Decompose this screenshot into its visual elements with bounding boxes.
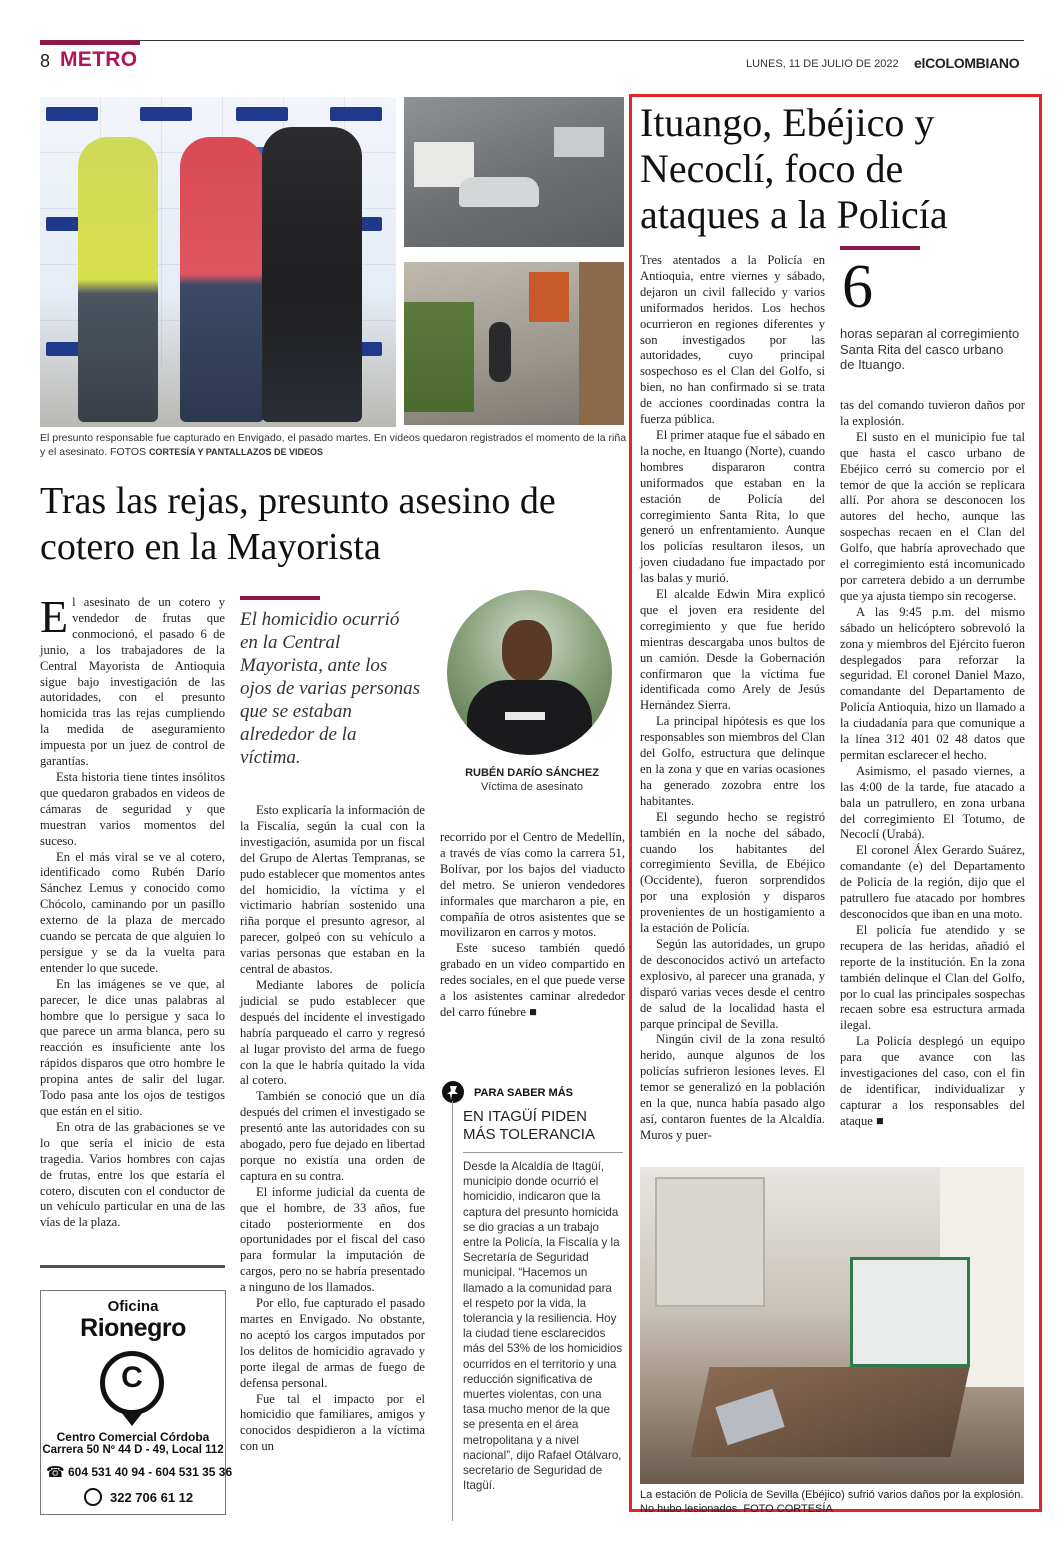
paragraph: Según las autoridades, un grupo de desconocidos activó un artefacto explosivo, al parecer una granada, y disparó varias veces desde el centro de salud de la localidad hasta el parque principal de Sevilla. — [640, 936, 825, 1031]
headline-ataques-policia: Ituango, Ebéjico y Necoclí, foco de ataques a la Policía — [640, 100, 948, 237]
headline-mayorista: Tras las rejas, presunto asesino de cotero en la Mayorista — [40, 480, 556, 568]
section-name: METRO — [60, 48, 138, 71]
page-number: 8 — [40, 51, 51, 71]
ad-logo-letter: C — [121, 1361, 143, 1394]
stat-text: horas separan al corregimiento Santa Rita del casco urbano de Ituango. — [840, 326, 1020, 372]
paragraph: Este suceso también quedó grabado en un video compartido en redes sociales, en el que puede verse a los asistentes caminar alrededor del carro fúnebre ■ — [440, 941, 625, 1019]
dropcap: E — [40, 591, 69, 642]
whatsapp-icon — [84, 1488, 102, 1506]
ad-whatsapp: 322 706 61 12 — [110, 1490, 194, 1505]
station-photo-caption: La estación de Policía de Sevilla (Ebéjico) sufrió varios daños por la explosión. No hubo lesionados. FOTO CORTESÍA — [640, 1489, 1024, 1515]
paragraph: Esta historia tiene tintes insólitos que quedaron grabados en videos de cámaras de seguridad y que muestran varios momentos del suceso. — [40, 769, 225, 848]
paragraph: Esto explicaría la información de la Fiscalía, según la cual con la investigación, asumida por un fiscal del Grupo de Alertas Tempranas, se pudo establecer que momentos antes del homicidio, la víctima y el victimario habrían sostenido una riña porque el presunto agresor, al parecer, golpeó con su vehículo a varias personas que estaban en la central de abastos. — [240, 803, 425, 977]
paragraph: El alcalde Edwin Mira explicó que el joven era residente del corregimiento y que fue herido mientras descargaba unos bultos de un camión. Desde la Gobernación confirmaron que la víctima fue identificada como Arely de Jesús Hernández Sierra. — [640, 587, 825, 713]
article2-column-2 — [840, 398, 1025, 1130]
paragraph: El policía fue atendido y se recupera de las heridas, añadió el reporte de la institución. En la zona también delinque el Clan del Golfo, por lo cual las principales sospechas recaen sobre esa estructura armada ilegal. — [840, 922, 1025, 1033]
photo-caption — [40, 431, 630, 459]
paragraph: l asesinato de un cotero y vendedor de frutas que conmocionó, el pasado 6 de junio, a los trabajadores de la Central Mayorista de Antioquia sigue bajo investigación de las autoridades, con el presunto homicida tras las rejas cumpliendo la medida de aseguramiento impuesta por un juez de control de garantías. — [40, 595, 225, 769]
saber-mas-title: EN ITAGÜÍ PIDEN MÁS TOLERANCIA — [463, 1108, 595, 1143]
section-accent-bar — [40, 40, 140, 45]
header-rule — [40, 40, 1024, 41]
paragraph: Asimismo, el pasado viernes, a las 4:00 de la tarde, fue atacado a bala un patrullero, en zona urbana del corregimiento El Totumo, de Necoclí (Urabá). — [840, 763, 1025, 842]
caption-credit: CORTESÍA Y PANTALLAZOS DE VIDEOS — [148, 447, 323, 457]
paragraph: El segundo hecho se registró también en la noche del sábado, cuando los habitantes del corregimiento Sevilla, de Ebéjico (Occidente), fueron sorprendidos por una explosión y disparos provenientes de un hostigamiento a la estación de Policía. — [640, 809, 825, 936]
paragraph: El primer ataque fue el sábado en la noche, en Ituango (Norte), cuando hombres dispararon contra uniformados que estaban en la estación de Policía del corregimiento Santa Rita, lo que generó un enfrentamiento. Aunque los policías resultaron ilesos, un joven ciudadano fue impactado por las balas y murió. — [640, 427, 825, 586]
ad-city: Rionegro — [80, 1314, 186, 1342]
ad-title: Oficina — [107, 1298, 159, 1315]
saber-mas-label: PARA SABER MÁS — [474, 1087, 574, 1099]
paragraph: Mediante labores de policía judicial se pudo establecer que después del incidente el investigado habría parqueado el carro y regresó al lugar provisto del arma de fuego con la que le habría quitado la vida al cotero. — [240, 977, 425, 1088]
ad-phones: 604 531 40 94 - 604 531 35 36 — [68, 1465, 233, 1479]
street-video-still — [404, 97, 624, 247]
market-video-still — [404, 262, 624, 425]
ad-place: Centro Comercial Córdoba — [56, 1430, 210, 1444]
dateline: LUNES, 11 DE JULIO DE 2022 — [746, 58, 899, 70]
paragraph: Tres atentados a la Policía en Antioquia, entre viernes y sábado, dejaron un civil fallecido y varios uniformados heridos. Los hechos ocurrieron en regiones diferentes y son investigados por las autoridades, cuyo principal sospechoso es el Clan del Golfo, si bien, no han confirmado si se trata de acciones coordinadas contra la fuerza pública. — [640, 253, 825, 427]
paragraph: tas del comando tuvieron daños por la explosión. — [840, 398, 1025, 428]
paragraph: recorrido por el Centro de Medellín, a través de vías como la carrera 51, Bolívar, por los bajos del viaducto del metro. Se unieron vendedores informales que marcharon a pie, en compañía de otros asistentes que se movilizaron en carros y motos. — [440, 830, 625, 940]
masthead-logo: elCOLOMBIANO — [914, 55, 1020, 71]
paragraph: En las imágenes se ve que, al parecer, le dice unas palabras al hombre que lo persigue y saca lo que parece un arma blanca, pero su reacción es insuficiente ante los rápidos disparos que otro hombre le propina antes de salir del lugar. Todo pasa ante los ojos de testigos que están en el sitio. — [40, 976, 225, 1118]
paragraph: Fue tal el impacto por el homicidio que familiares, amigos y conocidos despidieron a la víctima con un — [240, 1391, 425, 1454]
location-pin-icon — [121, 1412, 143, 1426]
paragraph: El susto en el municipio fue tal que hasta el casco urbano de Ebéjico cerró su comercio por el temor de que la acción se replicara allí. Por ahora se desconocen los autores del hecho, aunque las sospechas recaen en el Clan del Golfo, que habría aprovechado que el corregimiento está incomunicado por carretera debido a un derrumbe que ya ajusta tiempo sin recogerse. — [840, 429, 1025, 603]
stat-number: 6 — [842, 253, 873, 321]
damaged-station-photo — [640, 1167, 1024, 1484]
paragraph: Ningún civil de la zona resultó herido, aunque algunos de los policías sufrieron lesiones leves. El temor se generalizó en la población en la que, nunca había pasado algo así, contaron fuentes de la Alcaldía. Muros y puer- — [640, 1032, 825, 1142]
paragraph: El coronel Álex Gerardo Suárez, comandante (e) del Departamento de Policía de la región, dijo que el patrullero fue atacado por hombres desconocidos que iban en una moto. — [840, 843, 1025, 921]
paragraph: A las 9:45 p.m. del mismo sábado un helicóptero sobrevoló la zona y miembros del Ejército fueron desplegados para reforzar la seguridad. El coronel Daniel Mazo, comandante del Departamento de Policía Antioquia, hizo un llamado a la ciudadanía para que comunique a la línea 312 401 02 48 datos que permitan esclarecer el hecho. — [840, 604, 1025, 762]
article1-column-3 — [440, 830, 625, 1021]
portrait-name: RUBÉN DARÍO SÁNCHEZ — [465, 767, 599, 779]
paragraph: En otra de las grabaciones se ve lo que sería el inicio de esta tragedia. Varios hombres con cajas de frutas, entre los que estaría el cotero, discuten con el conductor de un vehículo particular en una de las vías de la plaza. — [40, 1119, 225, 1230]
pullquote: El homicidio ocurrió en la Central Mayorista, ante los ojos de varias personas que se estaban alrededor de la víctima. — [240, 609, 420, 768]
victim-portrait — [447, 590, 612, 755]
paragraph: También se conoció que un día después del crimen el investigado se presentó ante las autoridades con su abogado, pero fue dejado en libertad porque no existía una orden de captura en su contra. — [240, 1089, 425, 1183]
phone-icon: ☎ — [46, 1463, 65, 1481]
caption-text: El presunto responsable fue capturado en Envigado, el pasado martes. En videos quedaron registrados el momento de la riña y el asesinato. FOTOS — [40, 432, 627, 458]
ad-address: Carrera 50 Nº 44 D - 49, Local 112 — [42, 1444, 224, 1456]
paragraph: La principal hipótesis es que los responsables son miembros del Clan del Golfo, estructura que delinque en la zona y que en varias ocasiones ha generado zozobra entre los habitantes. — [640, 714, 825, 808]
paragraph: La Policía desplegó un equipo para que avance con las investigaciones del caso, con el fin de identificar, individualizar y capturar a los responsables del ataque ■ — [840, 1034, 1025, 1128]
paragraph: Por ello, fue capturado el pasado martes en Envigado. No obstante, no aceptó los cargos imputados por los delitos de homicidio agravado y porte ilegal de armas de fuego de defensa personal. — [240, 1296, 425, 1390]
saber-mas-divider — [463, 1152, 623, 1153]
stat-accent-bar — [840, 246, 920, 250]
article1-column-1 — [40, 591, 225, 1231]
pullquote-accent-bar — [240, 596, 320, 600]
paragraph: El informe judicial da cuenta de que el hombre, de 33 años, fue citado posteriormente en dos oportunidades por el fiscal del caso para formular la imputación de cargos, pero no se habría presentado a ninguno de los llamados. — [240, 1184, 425, 1295]
column-divider — [40, 1265, 225, 1268]
paragraph: En el más viral se ve al cotero, identificado como Rubén Darío Sánchez Lemus y conocido como Chócolo, caminando por un pasillo externo de la plaza de mercado cuando se percata de que alguien lo persigue y se da la vuelta para entender lo que sucede. — [40, 849, 225, 975]
pin-icon — [442, 1081, 464, 1103]
article1-column-2 — [240, 803, 425, 1455]
arrest-photo — [40, 97, 396, 427]
portrait-role: Víctima de asesinato — [480, 781, 584, 793]
article2-column-1 — [640, 253, 825, 1144]
saber-mas-body: Desde la Alcaldía de Itagüí, municipio donde ocurrió el homicidio, indicaron que la captura del presunto homicida se dio gracias a un trabajo entre la Policía, la Fiscalía y la Secretaría de Seguridad municipal. “Hacemos un llamado a la comunidad para el respeto por la vida, la tolerancia y la resiliencia. Hoy la ciudad tiene esclarecidos más del 53% de los homicidios ocurridos en el territorio y una reducción significativa de muertes violentas, con una tasa mucho menor de la que se presenta en el área metropolitana y a nivel nacional”, dijo Rafael Otálvaro, secretario de Seguridad de Itagüí. — [463, 1160, 623, 1493]
